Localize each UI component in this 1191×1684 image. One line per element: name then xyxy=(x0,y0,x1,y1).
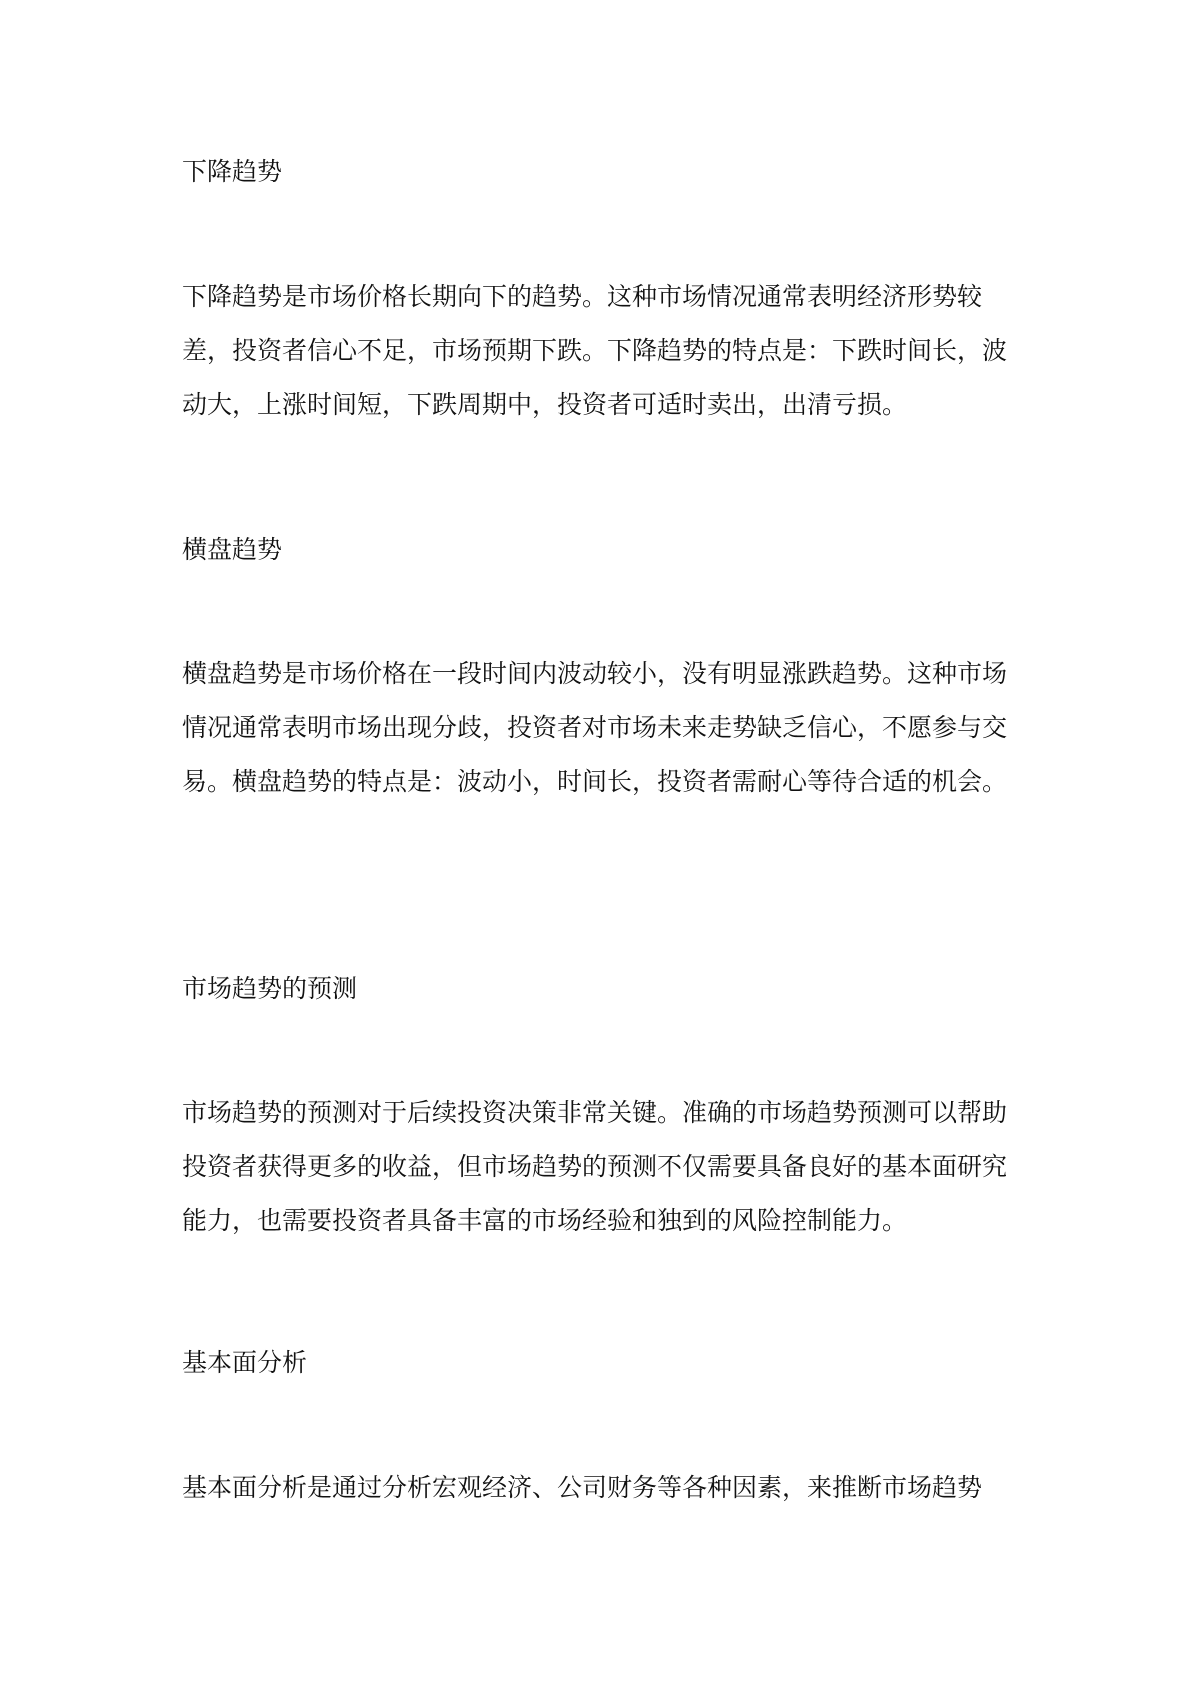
section-paragraph-forecast: 市场趋势的预测对于后续投资决策非常关键。准确的市场趋势预测可以帮助投资者获得更多的收益，但市场趋势的预测不仅需要具备良好的基本面研究能力，也需要投资者具备丰富的市场经验和独到的风险控制能力。 xyxy=(182,1098,1008,1235)
section-paragraph-downtrend: 下降趋势是市场价格长期向下的趋势。这种市场情况通常表明经济形势较差，投资者信心不足，市场预期下跌。下降趋势的特点是：下跌时间长，波动大，上涨时间短，下跌周期中，投资者可适时卖出，出清亏损。 xyxy=(182,282,1008,419)
section-paragraph-sideways: 横盘趋势是市场价格在一段时间内波动较小，没有明显涨跌趋势。这种市场情况通常表明市场出现分歧，投资者对市场未来走势缺乏信心，不愿参与交易。横盘趋势的特点是：波动小，时间长，投资者需耐心等待合适的机会。 xyxy=(182,659,1008,796)
section-heading-downtrend: 下降趋势 xyxy=(182,157,283,186)
section-heading-forecast: 市场趋势的预测 xyxy=(182,974,358,1003)
section-paragraph-fundamental: 基本面分析是通过分析宏观经济、公司财务等各种因素，来推断市场趋势 xyxy=(182,1473,983,1502)
section-heading-sideways: 横盘趋势 xyxy=(182,535,283,564)
section-heading-fundamental: 基本面分析 xyxy=(182,1348,308,1377)
